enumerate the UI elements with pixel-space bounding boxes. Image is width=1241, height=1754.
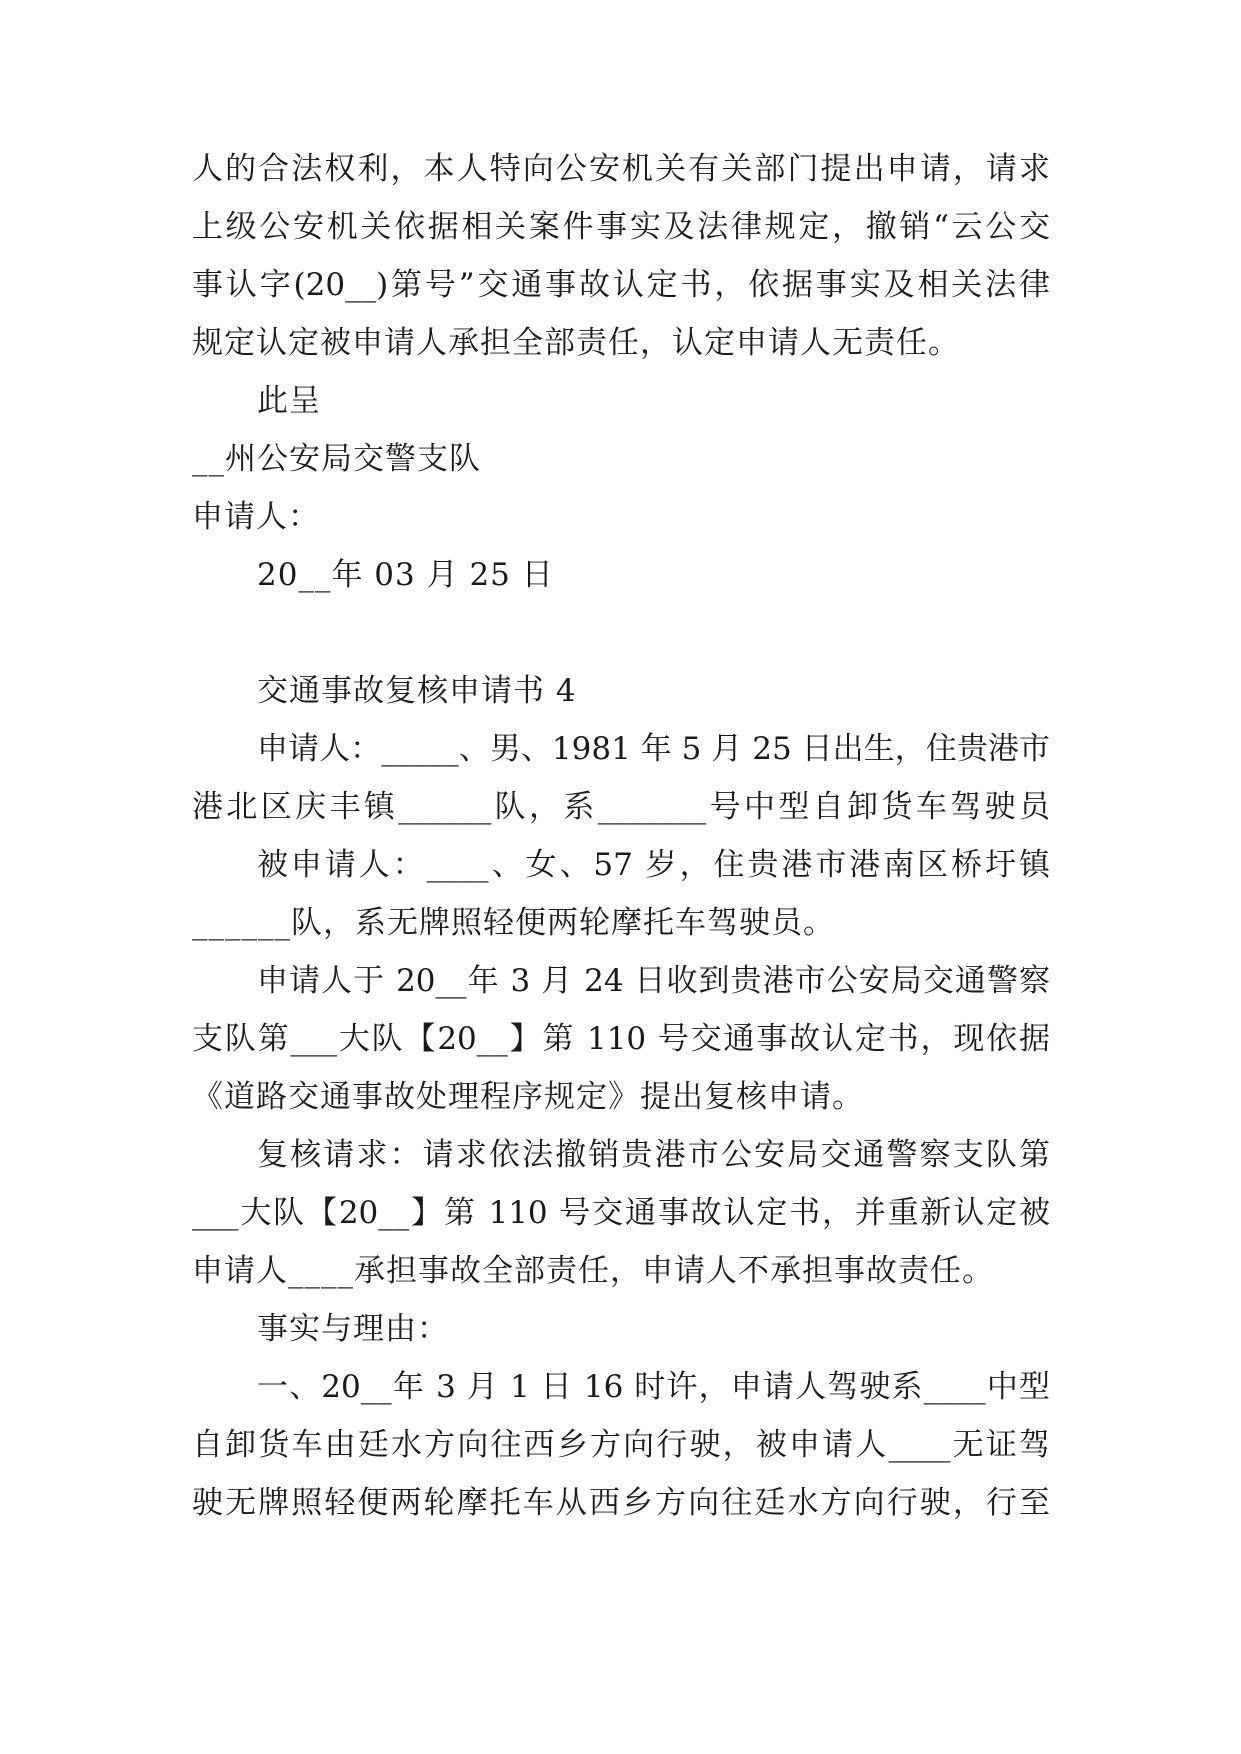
recipient: __州公安局交警支队 bbox=[192, 441, 481, 477]
request-line-3: 申请人____承担事故全部责任，申请人不承担事故责任。 bbox=[192, 1253, 994, 1289]
applicant-signature: 申请人： bbox=[192, 499, 320, 535]
applicant-line-1: 申请人：_____、男、1981 年 5 月 25 日出生，住贵港市 bbox=[257, 731, 1050, 767]
request-line-2: ___大队【20__】第 110 号交通事故认定书，并重新认定被 bbox=[192, 1195, 1050, 1231]
body-line-4: 规定认定被申请人承担全部责任，认定申请人无责任。 bbox=[192, 325, 960, 361]
closing-salutation: 此呈 bbox=[257, 383, 321, 419]
facts-heading: 事实与理由： bbox=[257, 1311, 449, 1347]
document-title: 交通事故复核申请书 4 bbox=[257, 673, 577, 709]
respondent-line-2: ______队，系无牌照轻便两轮摩托车驾驶员。 bbox=[192, 905, 835, 941]
body-line-2: 上级公安机关依据相关案件事实及法律规定，撤销“云公交 bbox=[192, 209, 1050, 245]
facts-line-2: 自卸货车由廷水方向往西乡方向行驶，被申请人____无证驾 bbox=[192, 1427, 1050, 1463]
respondent-line-1: 被申请人：____、女、57 岁，住贵港市港南区桥圩镇 bbox=[257, 847, 1050, 883]
applicant-line-2: 港北区庆丰镇______队，系_______号中型自卸货车驾驶员 bbox=[192, 789, 1050, 825]
receipt-line-2: 支队第___大队【20__】第 110 号交通事故认定书，现依据 bbox=[192, 1021, 1050, 1057]
facts-line-3: 驶无牌照轻便两轮摩托车从西乡方向往廷水方向行驶，行至 bbox=[192, 1485, 1050, 1521]
request-line-1: 复核请求：请求依法撤销贵港市公安局交通警察支队第 bbox=[257, 1137, 1050, 1173]
date: 20__年 03 月 25 日 bbox=[257, 557, 554, 593]
body-line-1: 人的合法权利，本人特向公安机关有关部门提出申请，请求 bbox=[192, 151, 1050, 187]
body-line-3: 事认字(20__)第号”交通事故认定书，依据事实及相关法律 bbox=[192, 267, 1050, 303]
receipt-line-1: 申请人于 20__年 3 月 24 日收到贵港市公安局交通警察 bbox=[257, 963, 1050, 999]
receipt-line-3: 《道路交通事故处理程序规定》提出复核申请。 bbox=[192, 1079, 864, 1115]
facts-line-1: 一、20__年 3 月 1 日 16 时许，申请人驾驶系____中型 bbox=[257, 1369, 1050, 1405]
